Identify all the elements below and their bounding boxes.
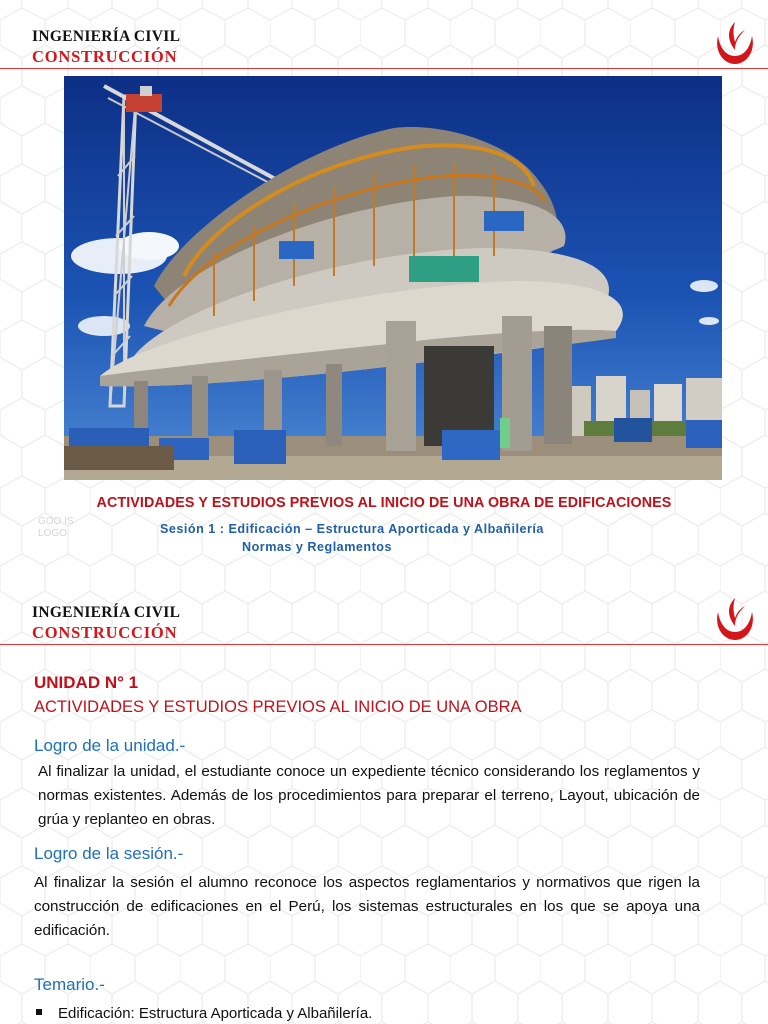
header-area: CONSTRUCCIÓN	[32, 47, 178, 66]
ghost-watermark: GOO IS LOGO	[38, 516, 74, 539]
header-rule	[0, 644, 768, 645]
syllabus-item	[36, 1005, 372, 1022]
syllabus-heading: Temario.-	[34, 975, 105, 994]
header-program: INGENIERÍA CIVIL	[32, 604, 181, 621]
header-program: INGENIERÍA CIVIL	[32, 28, 181, 45]
header-rule	[0, 68, 768, 69]
unit-goal-text: Al finalizar la unidad, el estudiante conoce un expediente técnico considerando los reglamentos y normas existentes. Además de los procedimientos para preparar el terreno, Layout, ubicación de grúa y replanteo en obras.	[38, 763, 700, 828]
upc-logo-icon	[712, 596, 758, 642]
session-title: Sesión 1 : Edificación – Estructura Aporticada y Albañilería	[160, 522, 544, 536]
session-subtitle: Normas y Reglamentos	[242, 540, 392, 554]
header-area: CONSTRUCCIÓN	[32, 623, 178, 642]
unit-title: ACTIVIDADES Y ESTUDIOS PREVIOS AL INICIO DE UNA OBRA	[34, 698, 522, 716]
bullet-icon	[36, 1009, 42, 1015]
unit-number: UNIDAD N° 1	[34, 673, 139, 692]
unit-goal-heading: Logro de la unidad.-	[34, 736, 186, 755]
presentation-title: ACTIVIDADES Y ESTUDIOS PREVIOS AL INICIO DE UNA OBRA DE EDIFICACIONES	[96, 495, 672, 511]
session-goal-text: Al finalizar la sesión el alumno reconoce los aspectos reglamentarios y normativos que rigen la construcción de edificaciones en el Perú, los sistemas estructurales en los que se apoya una edificación.	[34, 874, 700, 939]
construction-site-photo	[64, 76, 722, 480]
upc-logo-icon	[712, 20, 758, 66]
session-goal-heading: Logro de la sesión.-	[34, 844, 184, 863]
syllabus-item-text: Edificación: Estructura Aporticada y Albañilería.	[58, 1005, 373, 1022]
